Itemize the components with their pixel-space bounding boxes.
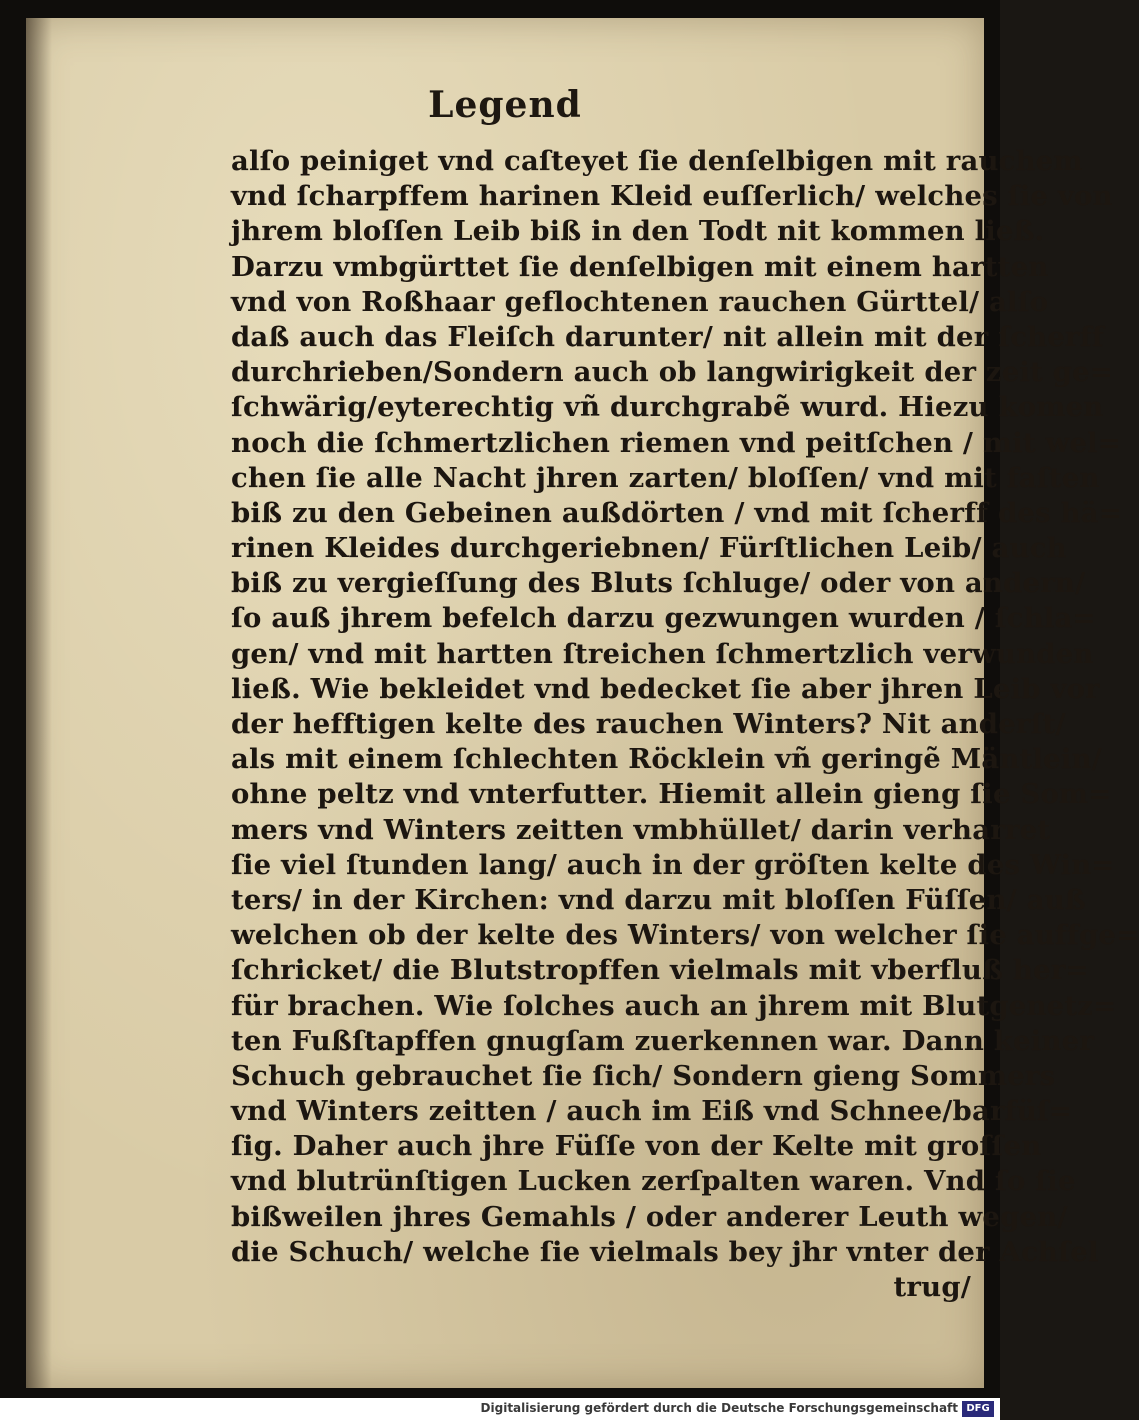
text-line: chen ſie alle Nacht jhren zarten/ bloſſen/ vnd mit faſten — [231, 461, 1100, 494]
text-line: mers vnd Winters zeitten vmbhüllet/ darin verharret — [231, 813, 1051, 846]
book-page — [26, 18, 1139, 1388]
text-line: Schuch gebrauchet ſie ſich/ Sondern gieng Sommers — [231, 1059, 1056, 1092]
text-line: ſchwärig/eyterechtig vñ durchgrabẽ wurd. Hiezu komen — [231, 391, 1104, 424]
text-line: Darzu vmbgürttet ſie denſelbigen mit einem hartten — [231, 250, 1049, 283]
funding-credit: Digitalisierung gefördert durch die Deutsche Forschungsgemeinschaft — [480, 1401, 958, 1415]
text-line: die Schuch/ welche ſie vielmals bey jhr vnter der Achſel — [231, 1235, 1099, 1268]
text-line: durchrieben/Sondern auch ob langwirigkeit der zeit ge= — [231, 356, 1114, 389]
text-line: vnd ſcharpffem harinen Kleid euſſerlich/ welches ſie von — [231, 180, 1113, 213]
text-line: ſig. Daher auch jhre Füſſe von der Kelte mit groſſen — [231, 1130, 1042, 1163]
catchword: trug/ — [893, 1271, 971, 1303]
gutter-shadow — [26, 18, 52, 1388]
text-line: vnd blutrünſtigen Lucken zerſpalten waren. Vnd ſo ſie — [231, 1165, 1076, 1198]
running-head: Legend — [428, 84, 582, 126]
text-line: ohne peltz vnd vnterfutter. Hiemit allein gieng ſie Som= — [231, 778, 1112, 811]
dfg-logo: DFG — [962, 1401, 994, 1417]
text-line: gen/ vnd mit hartten ſtreichen ſchmertzlich verwunden — [231, 637, 1094, 670]
text-line: als mit einem ſchlechten Röcklein vñ geringẽ Mäntlein/ — [231, 743, 1102, 776]
text-line: daß auch das Fleiſch darunter/ nit allein mit der ſcherff — [231, 320, 1104, 353]
text-line: der hefftigen kelte des rauchen Winters? Nit anderſt/ — [231, 708, 1066, 740]
text-line: jhrem bloſſen Leib biß in den Todt nit kommen ließ. — [231, 215, 1045, 248]
text-line: noch die ſchmertzlichen riemen vnd peitſchen / mit wel= — [231, 426, 1122, 459]
text-line: rinen Kleides durchgeriebnen/ Fürſtlichen Leib/ auch — [231, 532, 1067, 565]
text-line: ließ. Wie bekleidet vnd bedecket ſie aber jhren Leib vor — [231, 672, 1100, 705]
text-line: ten Fußſtapffen gnugſam zuerkennen war. Dann keiner — [231, 1024, 1094, 1057]
text-line: ſo auß jhrem befelch darzu gezwungen wurden / ſchla= — [231, 602, 1096, 635]
text-line: ters/ in der Kirchen: vnd darzu mit bloſſen Füſſen/ auß — [231, 883, 1086, 916]
text-line: vnd Winters zeitten / auch im Eiß vnd Schnee/barfüſ= — [231, 1095, 1073, 1128]
text-line: alſo peiniget vnd caſteyet ſie denſelbigen mit rauchem — [231, 145, 1083, 177]
text-line: welchen ob der kelte des Winters/ von welcher ſie auffge= — [231, 919, 1139, 952]
text-line: bißweilen jhres Gemahls / oder anderer Leuth wegen/ — [231, 1200, 1068, 1233]
text-line: vnd von Roßhaar geflochtenen rauchen Gürttel/ alſo — [231, 285, 1049, 318]
text-line: ſchricket/ die Blutstropffen vielmals mit vberfluß her= — [231, 954, 1089, 987]
text-line: ſie viel ſtunden lang/ auch in der gröſten kelte des Win= — [231, 848, 1115, 881]
text-line: biß zu den Gebeinen außdörten / vnd mit ſcherff des hä= — [231, 496, 1122, 529]
text-line: biß zu vergieſſung des Bluts ſchluge/ oder von andern/ — [231, 567, 1086, 600]
digitization-footer — [0, 1398, 1000, 1420]
body-text — [231, 144, 1139, 1305]
text-line: für brachen. Wie ſolches auch an jhrem mit Blutgenetz= — [231, 989, 1117, 1022]
